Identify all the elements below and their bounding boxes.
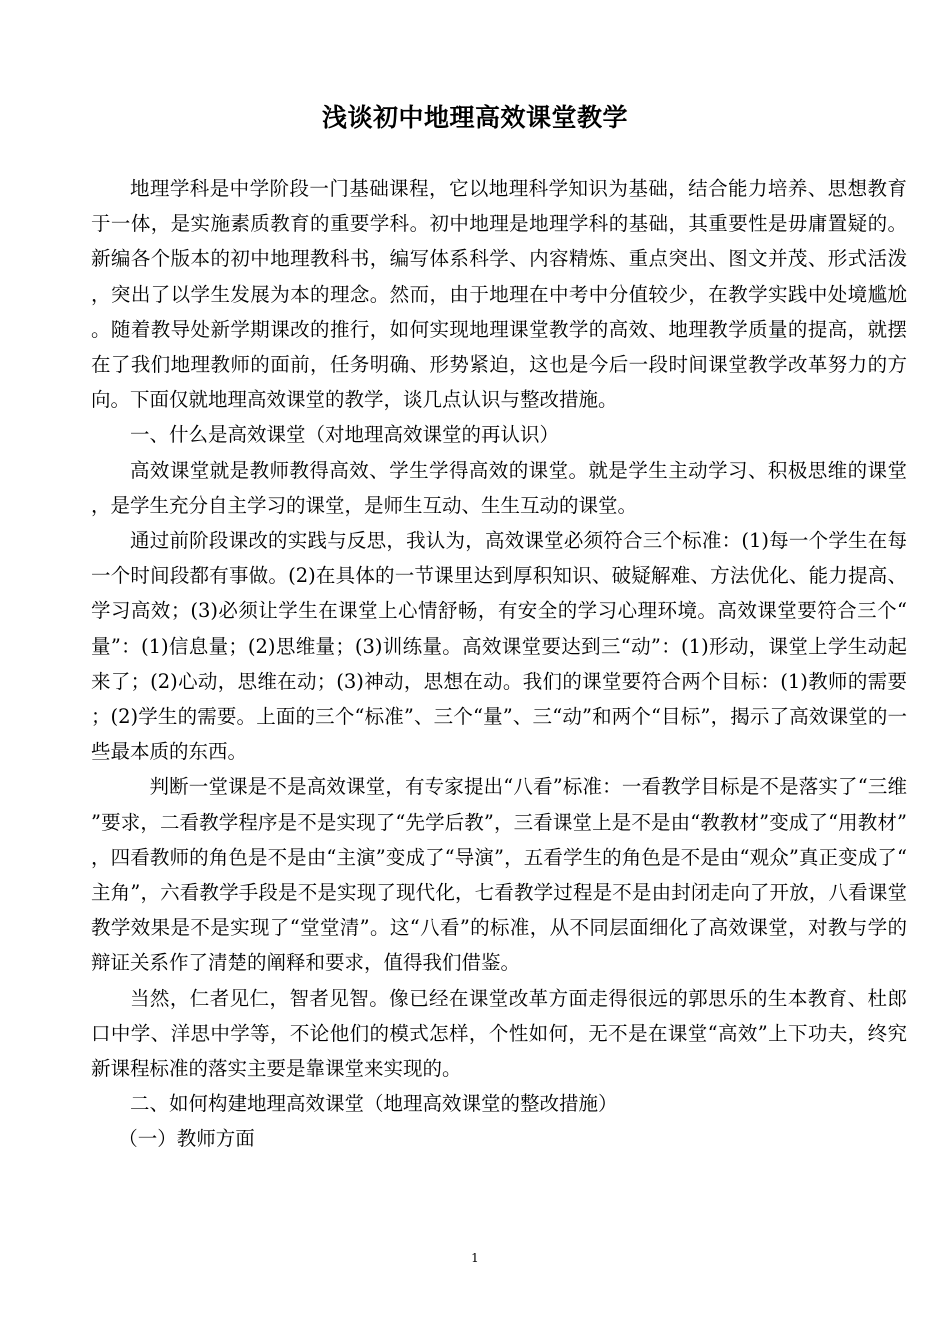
subsection-heading-teacher: （一）教师方面: [118, 1127, 255, 1151]
document-body: [91, 171, 907, 1157]
document-title: 浅谈初中地理高效课堂教学: [321, 103, 628, 132]
page-number: 1: [471, 1251, 479, 1265]
paragraph-standards: 通过前阶段课改的实践与反思，我认为，高效课堂必须符合三个标准：(1)每一个学生在每一个时间段都有事做。(2)在具体的一节课里达到厚积知识、破疑解难、方法优化、能力提高、学习高效；(3)必须让学生在课堂上心情舒畅，有安全的学习心理环境。高效课堂要符合三个“量”：(1)信息量；(2)思维量；(3)训练量。高效课堂要达到三“动”：(1)形动，课堂上学生动起来了；(2)心动，思维在动；(3)神动，思想在动。我们的课堂要符合两个目标：(1)教师的需要；(2)学生的需要。上面的三个“标准”、三个“量”、三“动”和两个“目标”，揭示了高效课堂的一些最本质的东西。: [91, 529, 907, 764]
section-heading-1: 一、什么是高效课堂（对地理高效课堂的再认识）: [130, 423, 560, 447]
paragraph-models: 当然，仁者见仁，智者见智。像已经在课堂改革方面走得很远的郭思乐的生本教育、杜郎口中学、洋思中学等，不论他们的模式怎样，个性如何，无不是在课堂“高效”上下功夫，终究新课程标准的落实主要是靠课堂来实现的。: [91, 986, 907, 1081]
paragraph-intro: 地理学科是中学阶段一门基础课程，它以地理科学知识为基础，结合能力培养、思想教育于一体，是实施素质教育的重要学科。初中地理是地理学科的基础，其重要性是毋庸置疑的。新编各个版本的初中地理教科书，编写体系科学、内容精炼、重点突出、图文并茂、形式活泼，突出了以学生发展为本的理念。然而，由于地理在中考中分值较少，在教学实践中处境尴尬。随着教导处新学期课改的推行，如何实现地理课堂教学的高效、地理教学质量的提高，就摆在了我们地理教师的面前，任务明确、形势紧迫，这也是今后一段时间课堂教学改革努力的方向。下面仅就地理高效课堂的教学，谈几点认识与整改措施。: [91, 177, 907, 412]
section-heading-2: 二、如何构建地理高效课堂（地理高效课堂的整改措施）: [130, 1092, 618, 1116]
paragraph-definition: 高效课堂就是教师教得高效、学生学得高效的课堂。就是学生主动学习、积极思维的课堂，是学生充分自主学习的课堂，是师生互动、生生互动的课堂。: [91, 458, 907, 517]
paragraph-eight-views: 判断一堂课是不是高效课堂，有专家提出“八看”标准：一看教学目标是不是落实了“三维”要求，二看教学程序是不是实现了“先学后教”，三看课堂上是不是由“教教材”变成了“用教材”，四看教师的角色是不是由“主演”变成了“导演”，五看学生的角色是不是由“观众”真正变成了“主角”，六看教学手段是不是实现了现代化，七看教学过程是不是由封闭走向了开放，八看课堂教学效果是不是实现了“堂堂清”。这“八看”的标准，从不同层面细化了高效课堂，对教与学的辩证关系作了清楚的阐释和要求，值得我们借鉴。: [91, 775, 907, 975]
